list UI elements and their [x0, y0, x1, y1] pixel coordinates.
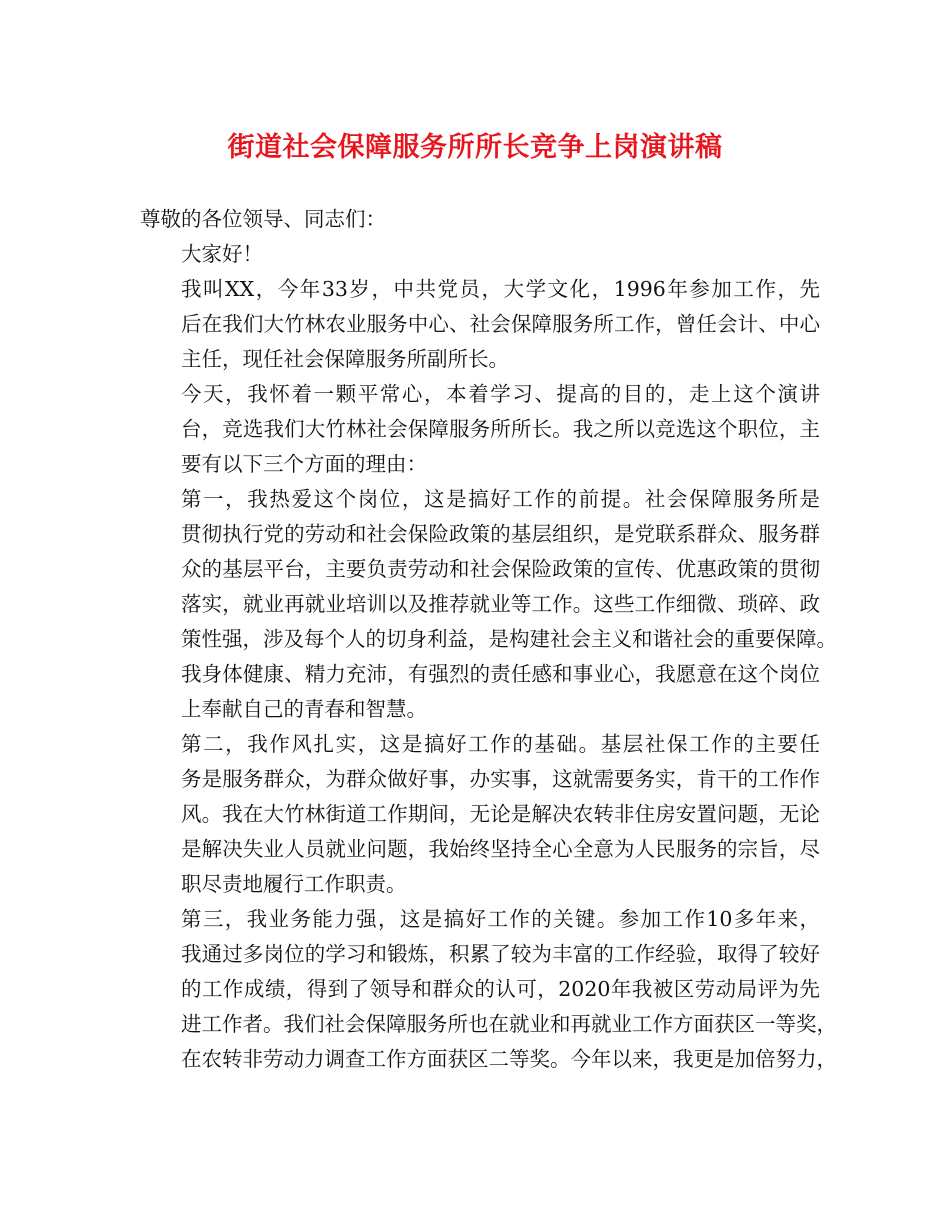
- text-line: 第二，我作风扎实，这是搞好工作的基础。基层社保工作的主要任: [181, 732, 820, 756]
- text-line: 我叫XX，今年33岁，中共党员，大学文化，1996年参加工作，先: [181, 277, 820, 301]
- text-line: 要有以下三个方面的理由：: [181, 452, 427, 476]
- text-line: 职尽责地履行工作职责。: [181, 872, 407, 896]
- text-line: 上奉献自己的青春和智慧。: [181, 697, 427, 721]
- paragraph-purpose: [140, 377, 820, 482]
- paragraph-introduction: [140, 272, 820, 377]
- text-line: 我通过多岗位的学习和锻炼，积累了较为丰富的工作经验，取得了较好: [181, 942, 820, 966]
- text-line: 务是服务群众，为群众做好事，办实事，这就需要务实，肯干的工作作: [181, 767, 820, 791]
- text-line: 我身体健康、精力充沛，有强烈的责任感和事业心，我愿意在这个岗位: [181, 662, 820, 686]
- text-line: 是解决失业人员就业问题，我始终坚持全心全意为人民服务的宗旨，尽: [181, 837, 820, 861]
- text-line: 落实，就业再就业培训以及推荐就业等工作。这些工作细微、琐碎、政: [181, 592, 820, 616]
- paragraph-reason-one: [140, 482, 837, 727]
- text-line: 主任，现任社会保障服务所副所长。: [181, 347, 509, 371]
- text-line: 第一，我热爱这个岗位，这是搞好工作的前提。社会保障服务所是: [181, 487, 820, 511]
- text-line: 后在我们大竹林农业服务中心、社会保障服务所工作，曾任会计、中心: [181, 312, 820, 336]
- greeting: 大家好！: [181, 242, 263, 266]
- text-line: 台，竞选我们大竹林社会保障服务所所长。我之所以竞选这个职位，主: [181, 417, 820, 441]
- text-line: 策性强，涉及每个人的切身利益，是构建社会主义和谐社会的重要保障。: [181, 627, 837, 651]
- text-line: 第三，我业务能力强，这是搞好工作的关键。参加工作10多年来，: [181, 907, 820, 931]
- document-body: [140, 202, 837, 1077]
- text-line: 在农转非劳动力调查工作方面获区二等奖。今年以来，我更是加倍努力，: [181, 1047, 837, 1071]
- document-title: 街道社会保障服务所所长竞争上岗演讲稿: [227, 132, 723, 163]
- text-line: 众的基层平台，主要负责劳动和社会保险政策的宣传、优惠政策的贯彻: [181, 557, 820, 581]
- text-line: 风。我在大竹林街道工作期间，无论是解决农转非住房安置问题，无论: [181, 802, 820, 826]
- text-line: 进工作者。我们社会保障服务所也在就业和再就业工作方面获区一等奖，: [181, 1012, 837, 1036]
- paragraph-reason-two: [140, 727, 820, 902]
- text-line: 的工作成绩，得到了领导和群众的认可，2020年我被区劳动局评为先: [181, 977, 820, 1001]
- text-line: 贯彻执行党的劳动和社会保险政策的基层组织，是党联系群众、服务群: [181, 522, 820, 546]
- salutation: 尊敬的各位领导、同志们：: [140, 207, 386, 231]
- text-line: 今天，我怀着一颗平常心，本着学习、提高的目的，走上这个演讲: [181, 382, 820, 406]
- paragraph-reason-three: [140, 902, 837, 1077]
